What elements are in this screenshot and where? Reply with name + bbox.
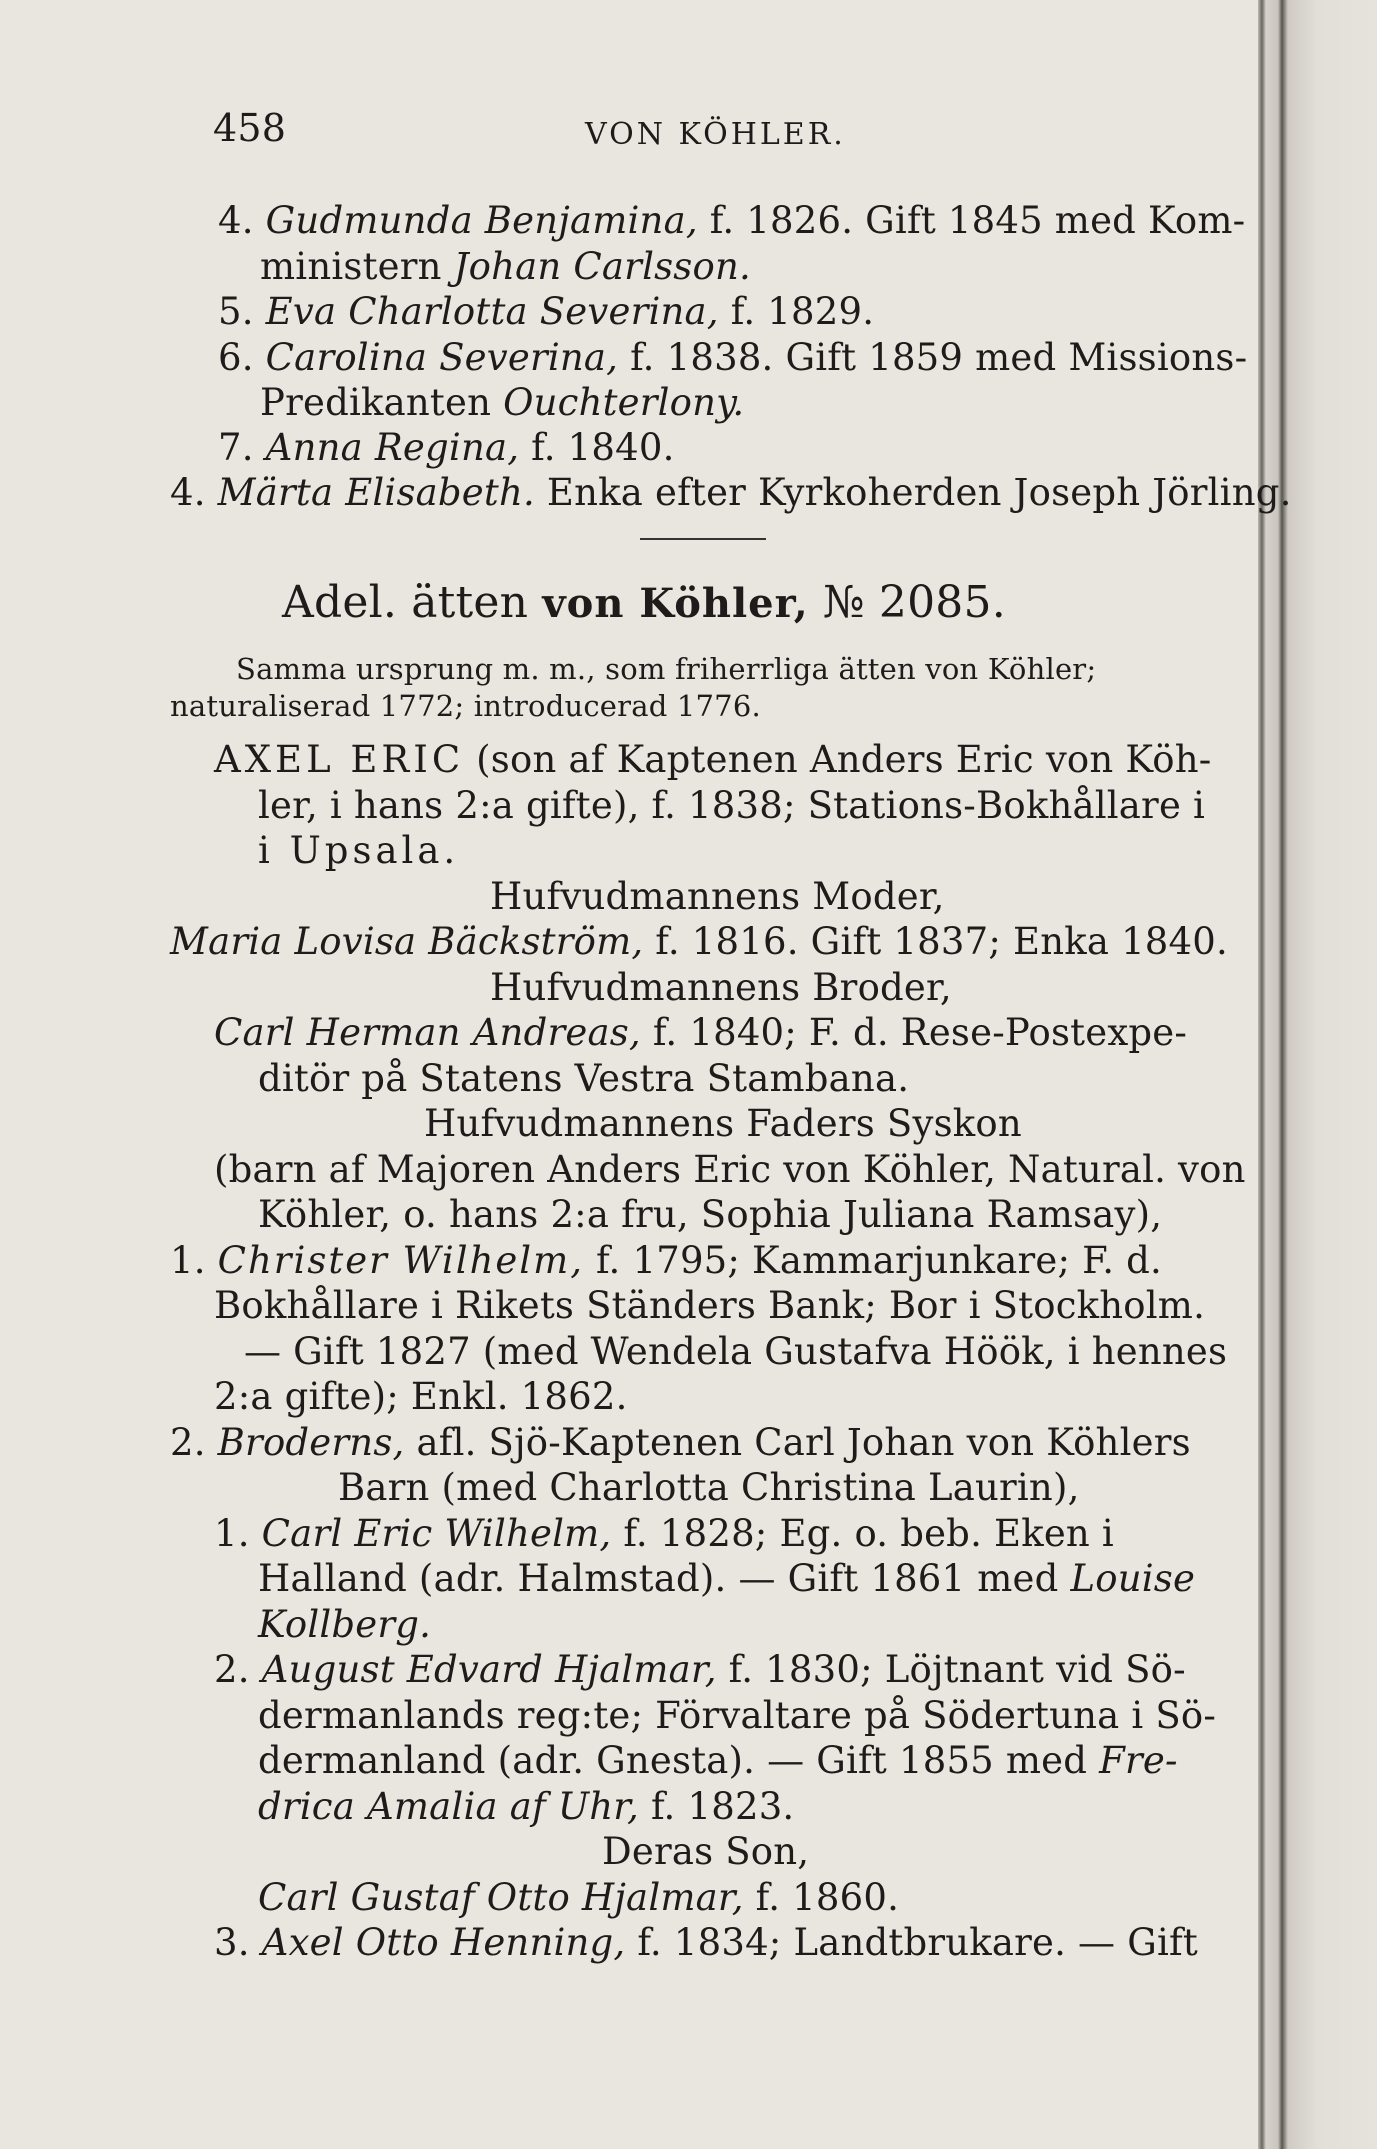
list-item <box>170 470 1292 516</box>
item-text: f. 1830; Löjtnant vid Sö- <box>716 1648 1186 1691</box>
person-name: Johan Carlsson. <box>453 245 751 288</box>
family-prefix: Adel. ätten <box>282 577 529 628</box>
family-name: von Köhler, <box>542 580 809 627</box>
item-number: 1. <box>214 1512 250 1555</box>
brother-entry <box>214 1010 1187 1056</box>
nephew-entry <box>214 1511 1114 1557</box>
section-heading: Hufvudmannens Moder, <box>490 875 945 918</box>
item-text: f. 1795; Kammarjunkare; F. d. <box>584 1239 1162 1282</box>
person-name: Maria Lovisa Bäckström, <box>170 920 644 963</box>
person-name: Ouchterlony. <box>503 381 745 424</box>
item-text: f. 1826. Gift 1845 med Kom- <box>697 199 1246 242</box>
spouse-name: Louise <box>1070 1557 1196 1600</box>
sibling-text: — Gift 1827 (med Wendela Gustafva Höök, i hennes <box>244 1330 1228 1373</box>
nephew-entry <box>214 1920 1198 1966</box>
person-name: Eva Charlotta Severina, <box>265 290 719 333</box>
nephew-text: dermanlands reg:te; Förvaltare på Södertuna i Sö- <box>258 1694 1217 1737</box>
list-item <box>218 425 675 471</box>
running-title: VON KÖHLER. <box>585 117 846 152</box>
person-name: Christer Wilhelm, <box>217 1239 584 1282</box>
nephew-text <box>258 1738 1178 1784</box>
family-heading <box>282 577 1006 628</box>
item-text: Predikanten <box>260 381 504 424</box>
head-name: AXEL ERIC <box>214 738 465 781</box>
head-text: (son af Kaptenen Anders Eric von Köh- <box>464 738 1212 781</box>
family-description-line: naturaliserad 1772; introducerad 1776. <box>170 689 761 723</box>
item-number: 4. <box>170 471 206 514</box>
sibling-entry <box>170 1238 1162 1284</box>
item-text: f. 1828; Eg. o. beb. Eken i <box>611 1512 1114 1555</box>
list-item <box>218 335 1247 381</box>
section-heading: Hufvudmannens Broder, <box>490 966 952 1009</box>
mother-entry <box>170 919 1228 965</box>
item-text: f. 1840. <box>519 426 675 469</box>
list-item <box>260 244 751 290</box>
item-number: 7. <box>218 426 254 469</box>
son-entry <box>258 1875 899 1921</box>
list-item <box>218 198 1245 244</box>
spouse-name: Kollberg. <box>258 1603 432 1646</box>
item-text: f. 1823. <box>639 1785 795 1828</box>
item-number: 6. <box>218 336 254 379</box>
nephew-text <box>258 1784 794 1830</box>
spouse-name: drica Amalia af Uhr, <box>258 1785 640 1828</box>
item-number: 2. <box>170 1421 206 1464</box>
family-number: № 2085. <box>822 577 1006 628</box>
section-heading: Deras Son, <box>602 1830 810 1873</box>
head-text: i Upsala. <box>258 829 460 872</box>
item-text: f. 1840; F. d. Rese-Postexpe- <box>640 1011 1188 1054</box>
person-name: Carolina Severina, <box>265 336 619 379</box>
person-name: Gudmunda Benjamina, <box>265 199 698 242</box>
item-number: 5. <box>218 290 254 333</box>
sibling-text: Barn (med Charlotta Christina Laurin), <box>338 1466 1080 1509</box>
head-text: ler, i hans 2:a gifte), f. 1838; Stations-Bokhållare i <box>258 784 1206 827</box>
list-item <box>260 380 744 426</box>
person-name: Carl Herman Andreas, <box>214 1011 641 1054</box>
page-number: 458 <box>213 106 287 150</box>
item-number: 4. <box>218 199 254 242</box>
family-description-line: Samma ursprung m. m., som friherrliga ätten von Köhler; <box>236 652 1097 686</box>
book-gutter <box>1258 0 1377 2149</box>
item-text: ministern <box>260 245 454 288</box>
person-name: Märta Elisabeth. <box>217 471 535 514</box>
item-text: f. 1816. Gift 1837; Enka 1840. <box>643 920 1228 963</box>
sibling-text: Bokhållare i Rikets Ständers Bank; Bor i Stockholm. <box>214 1284 1206 1327</box>
brother-text: ditör på Statens Vestra Stambana. <box>258 1057 910 1100</box>
person-name: Anna Regina, <box>265 426 520 469</box>
item-text: f. 1829. <box>718 290 875 333</box>
item-text: f. 1834; Landtbrukare. — Gift <box>625 1921 1198 1964</box>
item-text: Halland (adr. Halmstad). — Gift 1861 med <box>258 1557 1071 1600</box>
item-number: 1. <box>170 1239 206 1282</box>
item-text: Enka efter Kyrkoherden Joseph Jörling. <box>534 471 1292 514</box>
section-divider <box>640 538 766 540</box>
item-text: dermanland (adr. Gnesta). — Gift 1855 med <box>258 1739 1100 1782</box>
person-name: Axel Otto Henning, <box>261 1921 626 1964</box>
section-heading: Hufvudmannens Faders Syskon <box>424 1102 1022 1145</box>
siblings-intro: Köhler, o. hans 2:a fru, Sophia Juliana Ramsay), <box>258 1193 1163 1236</box>
nephew-entry <box>214 1647 1186 1693</box>
person-name: Broderns, <box>217 1421 405 1464</box>
spouse-name: Fre- <box>1099 1739 1178 1782</box>
person-name: Carl Eric Wilhelm, <box>261 1512 612 1555</box>
item-number: 2. <box>214 1648 250 1691</box>
sibling-text: 2:a gifte); Enkl. 1862. <box>214 1375 628 1418</box>
sibling-entry <box>170 1420 1191 1466</box>
item-text: f. 1838. Gift 1859 med Missions- <box>618 336 1248 379</box>
person-name: Carl Gustaf Otto Hjalmar, <box>258 1876 744 1919</box>
person-name: August Edvard Hjalmar, <box>261 1648 717 1691</box>
item-text: f. 1860. <box>743 1876 900 1919</box>
siblings-intro: (barn af Majoren Anders Eric von Köhler, Natural. von <box>214 1148 1246 1191</box>
nephew-text <box>258 1556 1195 1602</box>
item-text: afl. Sjö-Kaptenen Carl Johan von Köhlers <box>404 1421 1191 1464</box>
head-entry <box>214 737 1211 783</box>
item-number: 3. <box>214 1921 250 1964</box>
list-item <box>218 289 874 335</box>
